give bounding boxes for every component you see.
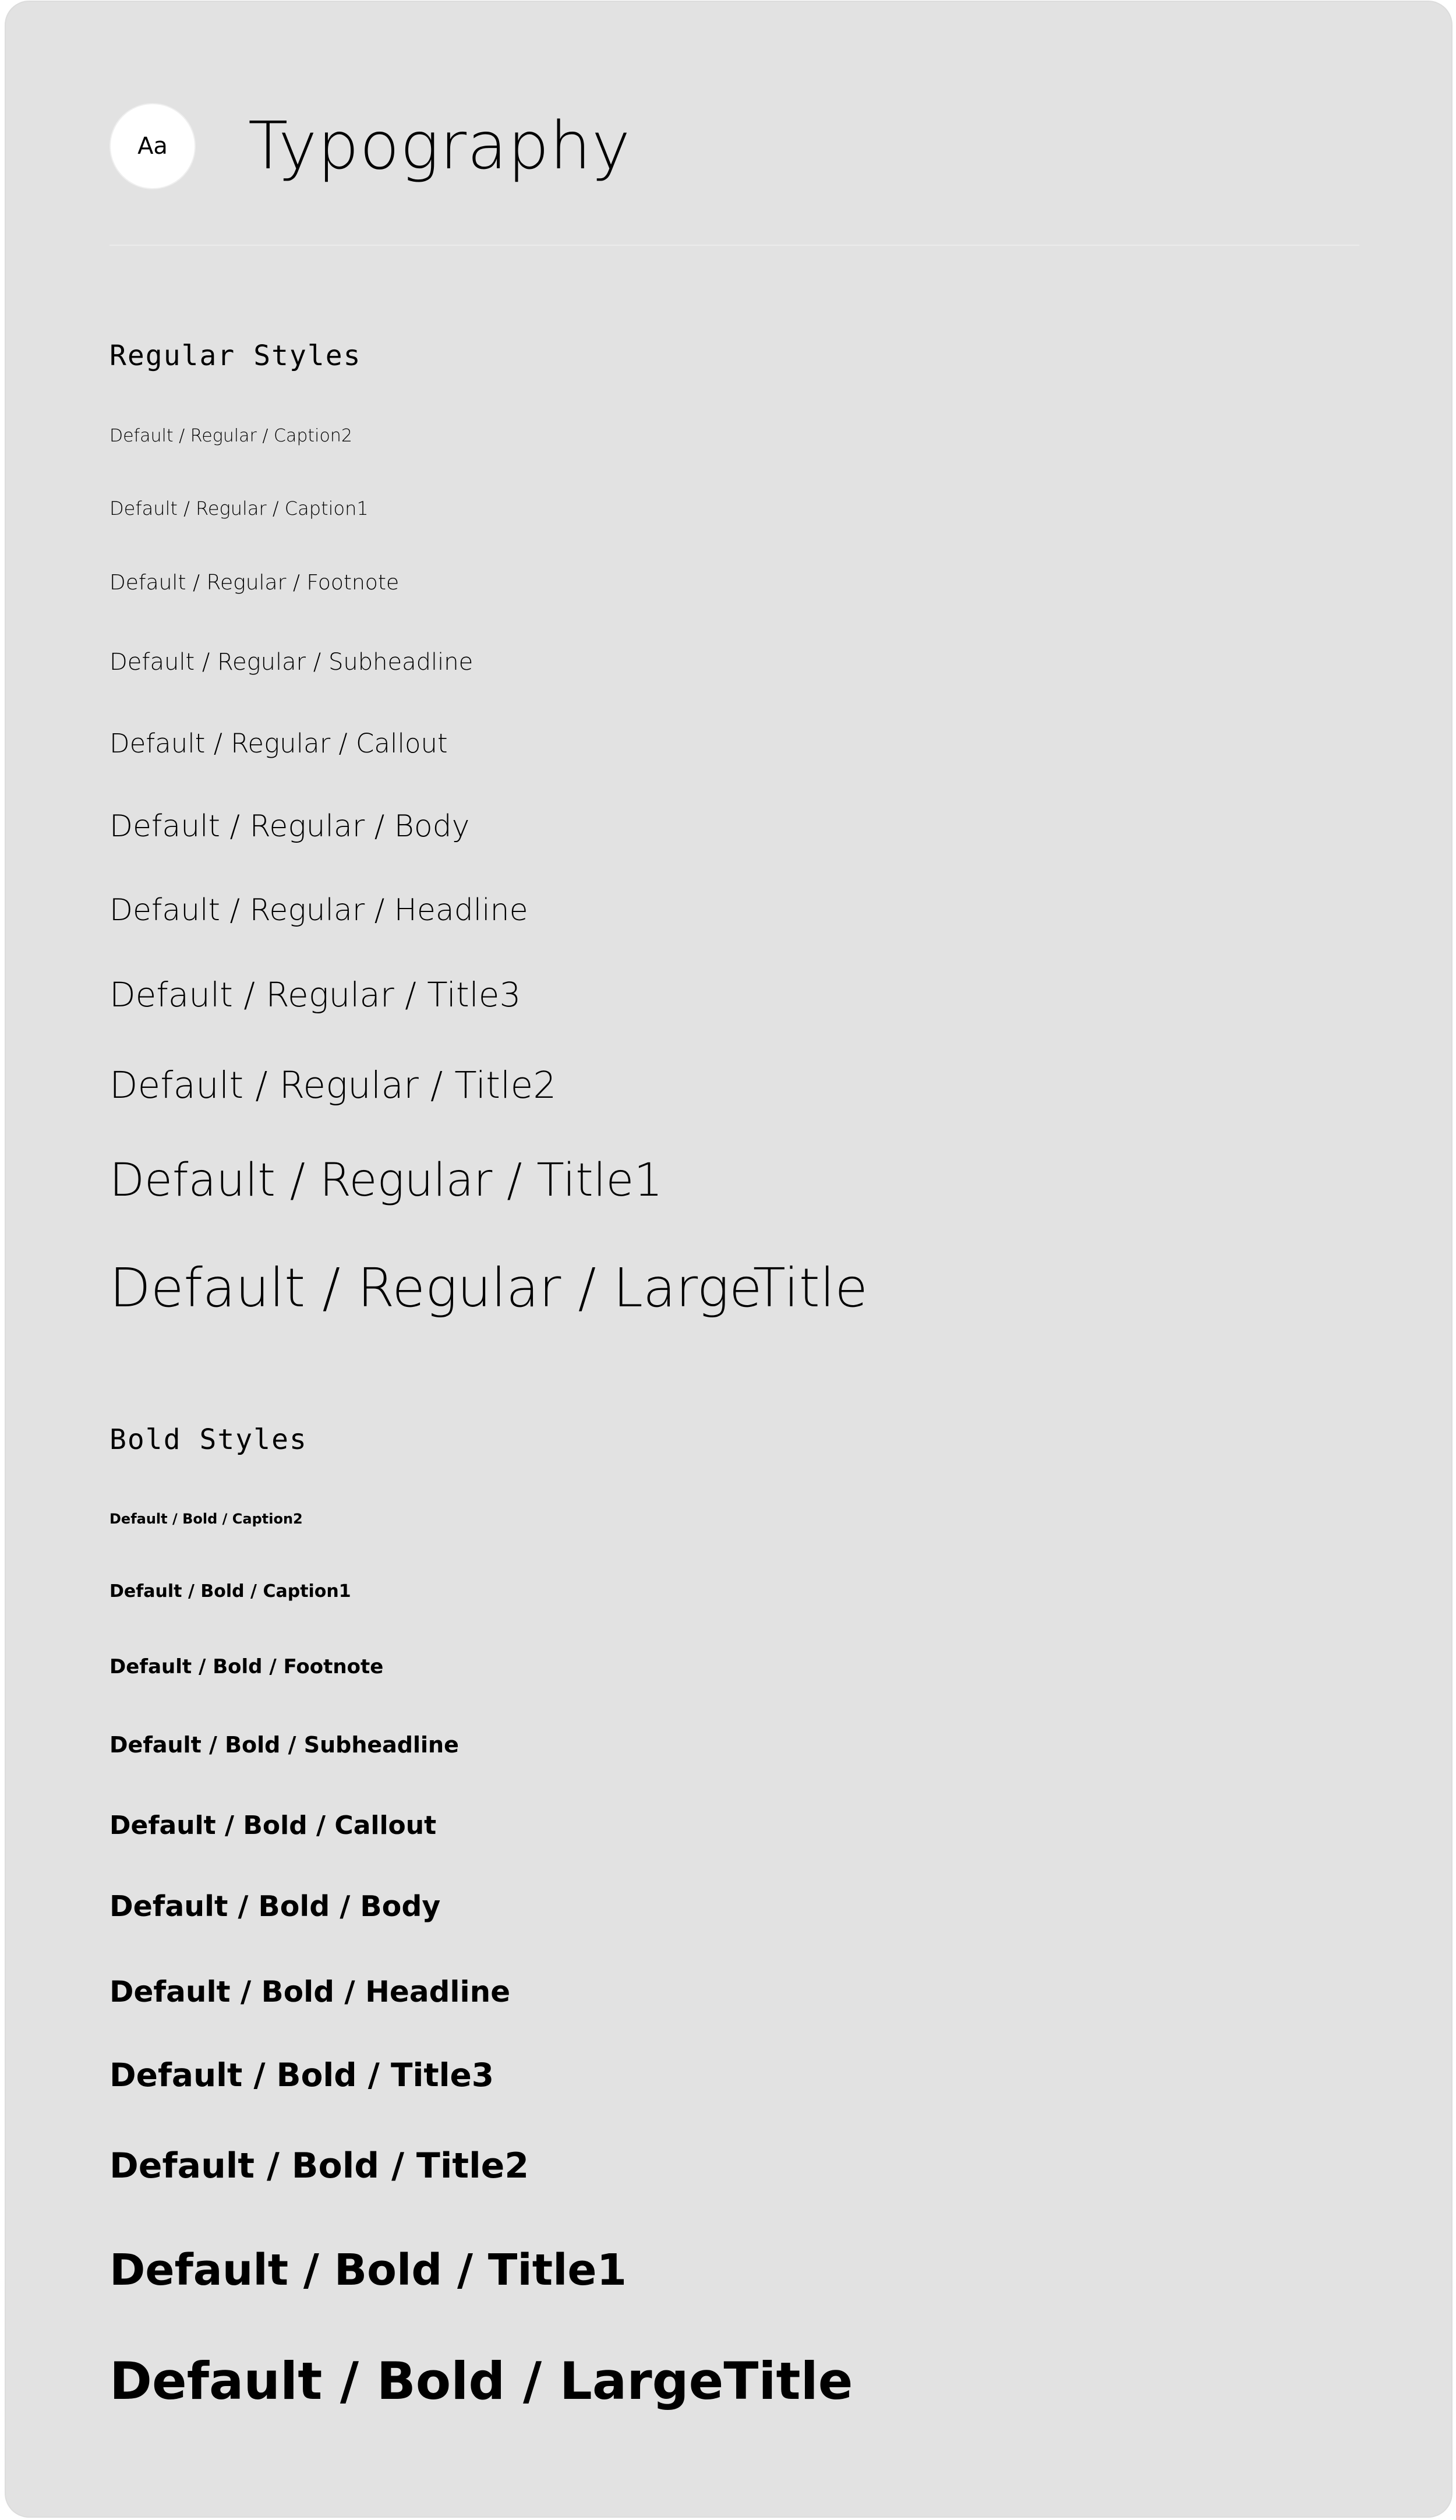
regular-title2-sample: Default / Regular / Title2 bbox=[109, 1064, 557, 1107]
bold-title3-sample: Default / Bold / Title3 bbox=[109, 2056, 494, 2094]
bold-caption2-sample: Default / Bold / Caption2 bbox=[109, 1511, 303, 1527]
regular-headline-sample: Default / Regular / Headline bbox=[109, 893, 528, 928]
page-header bbox=[109, 102, 631, 190]
bold-subheadline-sample: Default / Bold / Subheadline bbox=[109, 1732, 459, 1758]
bold-headline-sample: Default / Bold / Headline bbox=[109, 1975, 511, 2009]
regular-body-sample: Default / Regular / Body bbox=[109, 809, 470, 844]
regular-caption2-sample: Default / Regular / Caption2 bbox=[109, 426, 352, 446]
regular-title3-sample: Default / Regular / Title3 bbox=[109, 975, 521, 1015]
regular-styles-heading: Regular Styles bbox=[109, 340, 362, 372]
typography-card bbox=[6, 2, 1451, 2517]
regular-footnote-sample: Default / Regular / Footnote bbox=[109, 571, 400, 595]
bold-title2-sample: Default / Bold / Title2 bbox=[109, 2146, 529, 2186]
regular-caption1-sample: Default / Regular / Caption1 bbox=[109, 497, 369, 519]
bold-caption1-sample: Default / Bold / Caption1 bbox=[109, 1581, 351, 1602]
bold-footnote-sample: Default / Bold / Footnote bbox=[109, 1655, 384, 1678]
regular-title1-sample: Default / Regular / Title1 bbox=[109, 1154, 663, 1207]
typography-avatar-icon bbox=[109, 103, 196, 189]
regular-callout-sample: Default / Regular / Callout bbox=[109, 728, 448, 759]
avatar-label: Aa bbox=[137, 133, 168, 160]
bold-body-sample: Default / Bold / Body bbox=[109, 1890, 441, 1923]
header-divider bbox=[109, 245, 1359, 246]
bold-title1-sample: Default / Bold / Title1 bbox=[109, 2245, 627, 2295]
page-title: Typography bbox=[248, 108, 631, 184]
regular-subheadline-sample: Default / Regular / Subheadline bbox=[109, 649, 473, 676]
regular-largetitle-sample: Default / Regular / LargeTitle bbox=[109, 1257, 868, 1319]
bold-callout-sample: Default / Bold / Callout bbox=[109, 1811, 437, 1840]
bold-styles-heading: Bold Styles bbox=[109, 1423, 308, 1456]
bold-largetitle-sample: Default / Bold / LargeTitle bbox=[109, 2351, 853, 2411]
